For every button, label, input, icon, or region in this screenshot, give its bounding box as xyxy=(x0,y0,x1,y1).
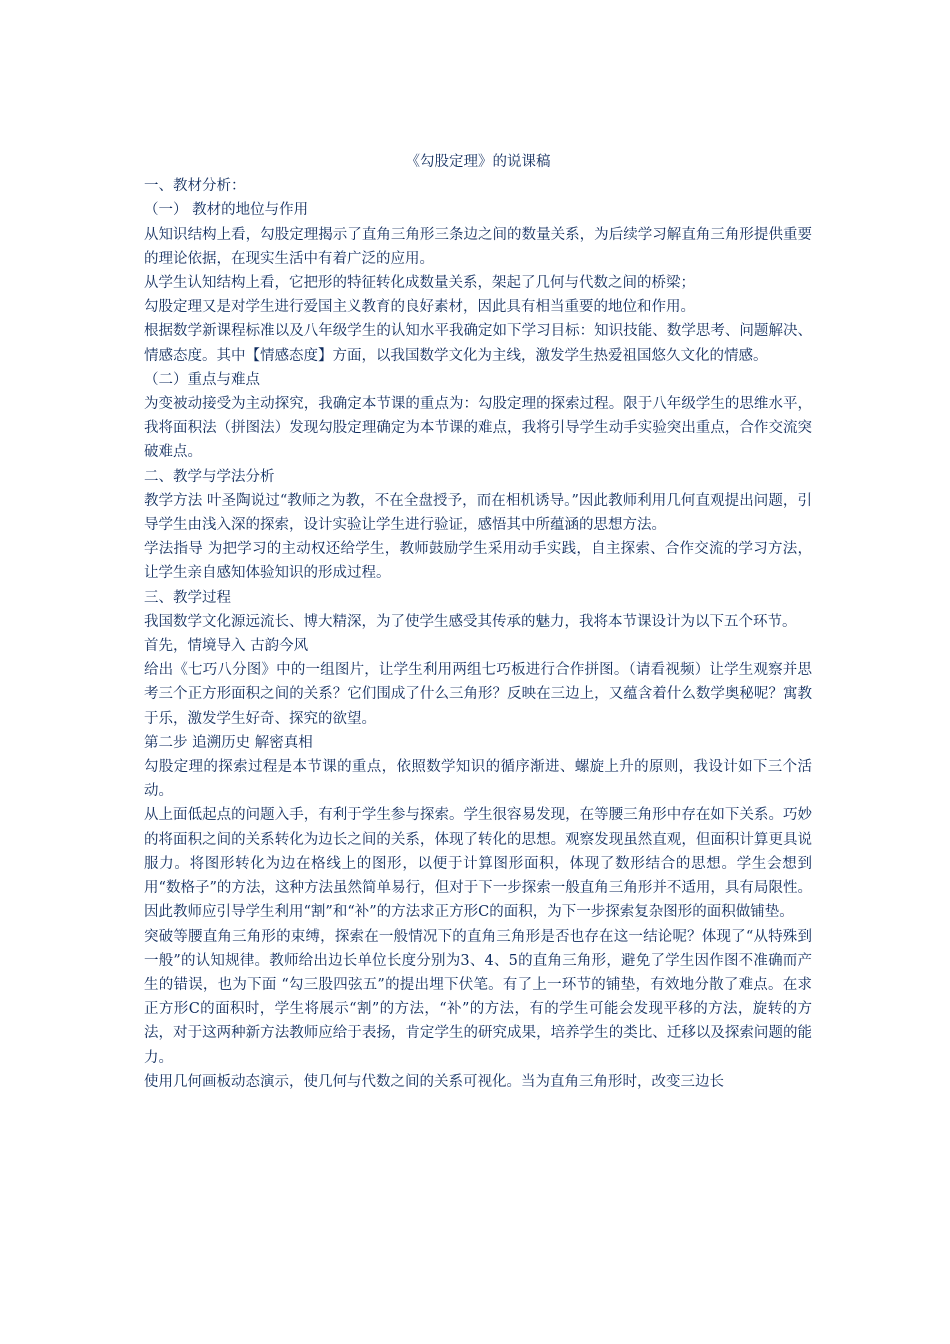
paragraph-teaching-method: 教学方法 叶圣陶说过“教师之为教，不在全盘授予，而在相机诱导。”因此教师利用几何直观提出问题，引导学生由浅入深的探索，设计实验让学生进行验证，感悟其中所蕴涵的思想方法。 xyxy=(144,492,812,534)
heading-section-2: 二、教学与学法分析 xyxy=(144,468,275,485)
paragraph-geometry-sketchpad: 使用几何画板动态演示，使几何与代数之间的关系可视化。当为直角三角形时，改变三边长 xyxy=(144,1073,724,1090)
paragraph-isosceles-case: 从上面低起点的问题入手，有利于学生参与探索。学生很容易发现，在等腰三角形中存在如下关系。巧妙的将面积之间的关系转化为边长之间的关系，体现了转化的思想。观察发现虽然直观，但面积计算更具说服力。将图形转化为边在格线上的图形，以便于计算图形面积，体现了数形结合的思想。学生会想到用“数格子”的方法，这种方法虽然简单易行，但对于下一步探索一般直角三角形并不适用，具有局限性。因此教师应引导学生利用“割”和“补”的方法求正方形C的面积，为下一步探索复杂图形的面积做铺垫。 xyxy=(144,807,812,921)
paragraph-key-points: 为变被动接受为主动探究，我确定本节课的重点为：勾股定理的探索过程。限于八年级学生的思维水平，我将面积法（拼图法）发现勾股定理确定为本节课的难点，我将引导学生动手实验突出重点，合作交流突破难点。 xyxy=(144,396,812,461)
heading-section-3: 三、教学过程 xyxy=(144,589,231,606)
paragraph-cognitive-structure: 从学生认知结构上看，它把形的特征转化成数量关系，架起了几何与代数之间的桥梁； xyxy=(144,275,695,292)
paragraph-patriotic-education: 勾股定理又是对学生进行爱国主义教育的良好素材，因此具有相当重要的地位和作用。 xyxy=(144,299,695,316)
paragraph-knowledge-structure: 从知识结构上看，勾股定理揭示了直角三角形三条边之间的数量关系，为后续学习解直角三角形提供重要的理论依据，在现实生活中有着广泛的应用。 xyxy=(144,226,812,267)
document-title: 《勾股定理》的说课稿 xyxy=(405,154,551,170)
paragraph-learning-goals: 根据数学新课程标准以及八年级学生的认知水平我确定如下学习目标：知识技能、数学思考、问题解决、情感态度。其中【情感态度】方面，以我国数学文化为主线，激发学生热爱祖国悠久文化的情感。 xyxy=(144,323,812,364)
heading-section-1: 一、教材分析： xyxy=(144,178,246,195)
paragraph-exploration-activities: 勾股定理的探索过程是本节课的重点，依照数学知识的循序渐进、螺旋上升的原则，我设计如下三个活动。 xyxy=(144,759,812,800)
step-2-heading: 第二步 追溯历史 解密真相 xyxy=(144,734,313,751)
subheading-position-role: （一） 教材的地位与作用 xyxy=(144,202,309,219)
subheading-key-difficult-points: （二）重点与难点 xyxy=(144,371,260,388)
paragraph-five-steps: 我国数学文化源远流长、博大精深，为了使学生感受其传承的魅力，我将本节课设计为以下五个环节。 xyxy=(144,613,797,630)
paragraph-general-case: 突破等腰直角三角形的束缚，探索在一般情况下的直角三角形是否也存在这一结论呢？体现了“从特殊到一般”的认知规律。教师给出边长单位长度分别为3、4、5的直角三角形，避免了学生因作图不准确而产生的错误，也为下面 “勾三股四弦五”的提出埋下伏笔。有了上一环节的铺垫，有效地分散了难点。在求正方形C的面积时，学生将展示“割”的方法，“补”的方法，有的学生可能会发现平移的方法，旋转的方法，对于这两种新方法教师应给于表扬，肯定学生的研究成果，培养学生的类比、迁移以及探索问题的能力。 xyxy=(144,928,812,1066)
step-1-heading: 首先，情境导入 古韵今风 xyxy=(144,638,309,655)
paragraph-tangram: 给出《七巧八分图》中的一组图片，让学生利用两组七巧板进行合作拼图。（请看视频）让学生观察并思考三个正方形面积之间的关系？它们围成了什么三角形？反映在三边上，又蕴含着什么数学奥秘呢？寓教于乐，激发学生好奇、探究的欲望。 xyxy=(144,662,812,727)
paragraph-learning-method: 学法指导 为把学习的主动权还给学生，教师鼓励学生采用动手实践，自主探索、合作交流的学习方法，让学生亲自感知体验知识的形成过程。 xyxy=(144,541,812,582)
document-page xyxy=(144,150,812,1094)
